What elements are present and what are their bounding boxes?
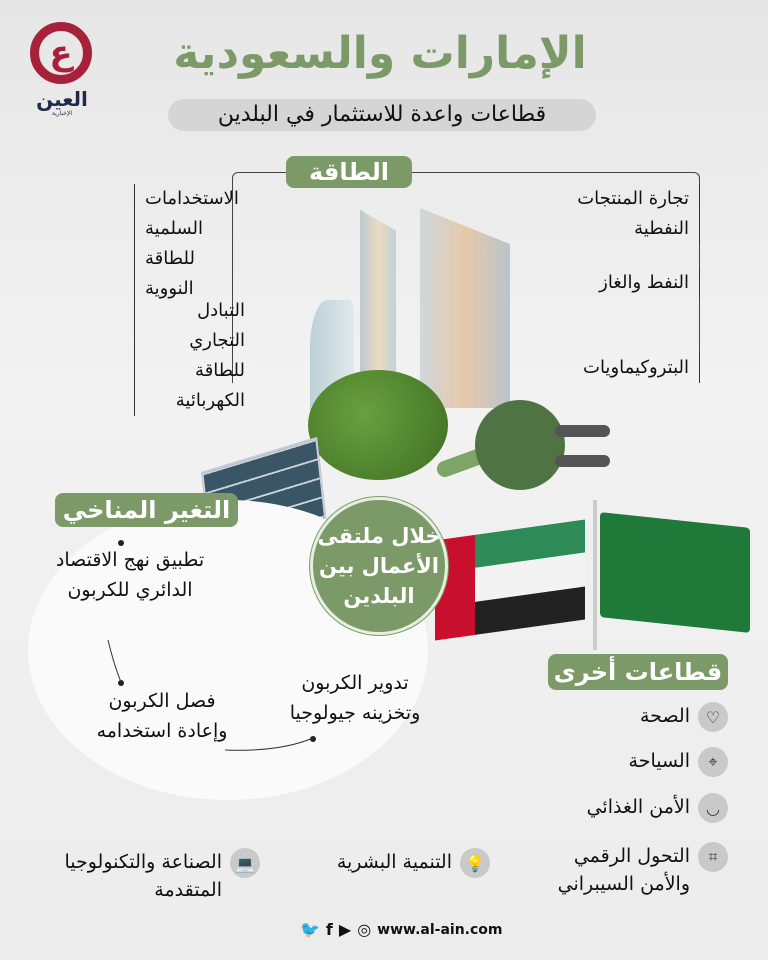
- flag-pole: [593, 500, 597, 650]
- climate-item: تطبيق نهج الاقتصاد الدائري للكربون: [55, 549, 205, 601]
- footer-social: [300, 920, 503, 939]
- sector-label: الصحة: [640, 705, 690, 727]
- climate-item: فصل الكربون وإعادة استخدامه: [96, 690, 228, 742]
- sector-label: الصناعة والتكنولوجيا المتقدمة: [64, 851, 222, 901]
- sector-label: الأمن الغذائي: [586, 796, 690, 818]
- energy-label: الطاقة: [286, 156, 412, 188]
- plug-body: [475, 400, 565, 490]
- circuit-icon: ⌗: [698, 842, 728, 872]
- circle-line: خلال ملتقى: [317, 524, 441, 548]
- circle-line: البلدين: [343, 584, 415, 608]
- laptop-icon: 💻: [230, 848, 260, 878]
- sector-item: [32, 848, 260, 904]
- website-link[interactable]: www.al-ain.com: [377, 921, 503, 938]
- sector-item: [560, 793, 728, 823]
- lightbulb-brain-icon: 💡: [460, 848, 490, 878]
- sector-item: [570, 747, 728, 777]
- tree-image: [308, 370, 448, 480]
- energy-item: الاستخدامات السلمية للطاقة النووية: [134, 184, 245, 304]
- other-sectors-label: قطاعات أخرى: [548, 654, 728, 690]
- sector-label: السياحة: [628, 750, 690, 772]
- instagram-icon[interactable]: ◎: [357, 920, 372, 939]
- sector-item: [550, 842, 728, 898]
- logo-glyph: ع: [49, 33, 73, 73]
- energy-item: تجارة المنتجات النفطية: [534, 184, 700, 244]
- logo-sub: الإخبارية: [51, 110, 73, 117]
- power-plug-image: [455, 390, 605, 480]
- energy-item: التبادل التجاري للطاقة الكهربائية: [134, 296, 245, 416]
- page-subtitle: قطاعات واعدة للاستثمار في البلدين: [168, 99, 596, 131]
- sector-label: التحول الرقمي والأمن السيبراني: [557, 845, 690, 895]
- youtube-icon[interactable]: ▶: [338, 920, 352, 939]
- saudi-flag-image: [600, 512, 750, 633]
- sector-item: [337, 848, 490, 878]
- business-forum-circle: [310, 497, 448, 635]
- sector-label: التنمية البشرية: [336, 851, 452, 873]
- al-ain-logo: [22, 22, 102, 122]
- map-pin-icon: ⌖: [698, 747, 728, 777]
- circle-text: [317, 521, 440, 611]
- connector-lines: [100, 620, 340, 760]
- climate-label: التغير المناخي: [55, 493, 238, 527]
- sector-item: [570, 702, 728, 732]
- facebook-icon[interactable]: f: [325, 920, 333, 939]
- twitter-icon[interactable]: 🐦: [300, 920, 320, 939]
- circle-line: الأعمال بين: [318, 554, 440, 578]
- page-title: الإمارات والسعودية: [173, 28, 587, 79]
- uae-flag-image: [435, 519, 585, 640]
- grain-bowl-icon: ◡: [698, 793, 728, 823]
- climate-item: تدوير الكربون وتخزينه جيولوجيا: [289, 672, 421, 724]
- logo-name: العين: [36, 87, 88, 111]
- energy-item: النفط والغاز: [589, 268, 700, 298]
- energy-item: البتروكيماويات: [559, 353, 700, 383]
- plug-pin: [555, 425, 610, 437]
- plug-pin: [555, 455, 610, 467]
- heart-pulse-icon: ♡: [698, 702, 728, 732]
